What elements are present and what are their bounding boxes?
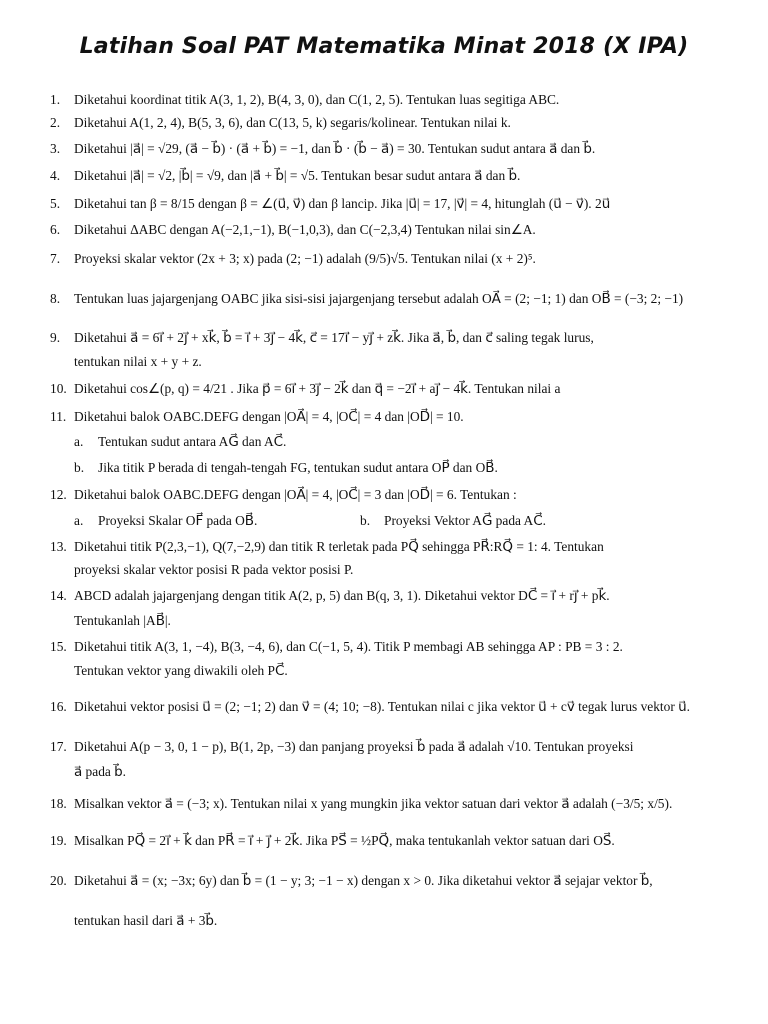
question-19: 19. Misalkan PQ⃗ = 2i⃗ + k⃗ dan PR⃗ = i⃗ + j⃗ + 2k⃗. Jika PS⃗ = ½PQ⃗, maka tentukanlah vektor satuan dari OS⃗. — [50, 833, 615, 848]
question-5: 5. Diketahui tan β = 8/15 dengan β = ∠(u⃗, v⃗) dan β lancip. Jika |u⃗| = 17, |v⃗| = 4, hitunglah (u⃗ − v⃗). 2u⃗ — [50, 196, 611, 211]
question-1: 1. Diketahui koordinat titik A(3, 1, 2), B(4, 3, 0), dan C(1, 2, 5). Tentukan luas segitiga ABC. — [50, 92, 560, 107]
question-12-sub-a: a. Proyeksi Skalar OF⃗ pada OB⃗. — [74, 513, 258, 528]
question-15: 15. Diketahui titik A(3, 1, −4), B(3, −4, 6), dan C(−1, 5, 4). Titik P membagi AB sehingga AP : PB = 3 : 2. — [50, 639, 623, 654]
question-4: 4. Diketahui |a⃗| = √2, |b⃗| = √9, dan |a⃗ + b⃗| = √5. Tentukan besar sudut antara a⃗ dan b⃗. — [50, 168, 521, 183]
question-20-line-2: tentukan hasil dari a⃗ + 3b⃗. — [74, 913, 218, 928]
question-17-line-2: a⃗ pada b⃗. — [74, 764, 127, 779]
question-12: 12. Diketahui balok OABC.DEFG dengan |OA⃗| = 4, |OC⃗| = 3 dan |OD⃗| = 6. Tentukan : — [50, 487, 517, 502]
page-title: Latihan Soal PAT Matematika Minat 2018 (X IPA) — [79, 34, 689, 59]
question-11: 11. Diketahui balok OABC.DEFG dengan |OA⃗| = 4, |OC⃗| = 4 dan |OD⃗| = 10. — [50, 409, 464, 424]
question-7: 7. Proyeksi skalar vektor (2x + 3; x) pada (2; −1) adalah (9/5)√5. Tentukan nilai (x + 2)⁵. — [50, 251, 536, 266]
question-6: 6. Diketahui ΔABC dengan A(−2,1,−1), B(−1,0,3), dan C(−2,3,4) Tentukan nilai sin∠A. — [50, 222, 536, 237]
question-2: 2. Diketahui A(1, 2, 4), B(5, 3, 6), dan C(13, 5, k) segaris/kolinear. Tentukan nilai k. — [50, 115, 511, 130]
question-13-line-2: proyeksi skalar vektor posisi R pada vektor posisi P. — [74, 562, 354, 577]
question-13: 13. Diketahui titik P(2,3,−1), Q(7,−2,9) dan titik R terletak pada PQ⃗ sehingga PR⃗:RQ⃗ = 1: 4. Tentukan — [50, 539, 604, 554]
question-8: 8. Tentukan luas jajargenjang OABC jika sisi-sisi jajargenjang tersebut adalah OA⃗ = (2; −1; 1) dan OB⃗ = (−3; 2; −1) — [50, 291, 684, 306]
question-17: 17. Diketahui A(p − 3, 0, 1 − p), B(1, 2p, −3) dan panjang proyeksi b⃗ pada a⃗ adalah √10. Tentukan proyeksi — [50, 739, 634, 754]
question-15-line-2: Tentukan vektor yang diwakili oleh PC⃗. — [74, 663, 288, 678]
question-3: 3. Diketahui |a⃗| = √29, (a⃗ − b⃗) · (a⃗ + b⃗) = −1, dan b⃗ · (b⃗ − a⃗) = 30. Tentukan sudut antara a⃗ dan b⃗. — [50, 141, 596, 156]
question-16: 16. Diketahui vektor posisi u⃗ = (2; −1; 2) dan v⃗ = (4; 10; −8). Tentukan nilai c jika vektor u⃗ + cv⃗ tegak lurus vektor u⃗. — [50, 699, 690, 714]
question-18: 18. Misalkan vektor a⃗ = (−3; x). Tentukan nilai x yang mungkin jika vektor satuan dari vektor a⃗ adalah (−3/5; x/5). — [50, 796, 673, 811]
question-9-line-2: tentukan nilai x + y + z. — [74, 354, 202, 369]
question-9: 9. Diketahui a⃗ = 6i⃗ + 2j⃗ + xk⃗, b⃗ = i⃗ + 3j⃗ − 4k⃗, c⃗ = 17i⃗ − yj⃗ + zk⃗. Jika a⃗, b⃗, dan c⃗ saling tegak lurus, — [50, 330, 594, 345]
question-14-line-2: Tentukanlah |AB⃗|. — [74, 613, 171, 628]
question-11-sub-a: a. Tentukan sudut antara AG⃗ dan AC⃗. — [74, 434, 287, 449]
question-11-sub-b: b. Jika titik P berada di tengah-tengah FG, tentukan sudut antara OP⃗ dan OB⃗. — [74, 460, 498, 475]
question-10: 10. Diketahui cos∠(p, q) = 4/21 . Jika p⃗ = 6i⃗ + 3j⃗ − 2k⃗ dan q⃗ = −2i⃗ + aj⃗ − 4k⃗. Tentukan nilai a — [50, 381, 561, 396]
question-14: 14. ABCD adalah jajargenjang dengan titik A(2, p, 5) dan B(q, 3, 1). Diketahui vektor DC⃗ = i⃗ + rj⃗ + pk⃗. — [50, 588, 610, 603]
question-20: 20. Diketahui a⃗ = (x; −3x; 6y) dan b⃗ = (1 − y; 3; −1 − x) dengan x > 0. Jika diketahui vektor a⃗ sejajar vektor b⃗, — [50, 873, 653, 888]
question-12-sub-b: b. Proyeksi Vektor AG⃗ pada AC⃗. — [360, 513, 546, 528]
